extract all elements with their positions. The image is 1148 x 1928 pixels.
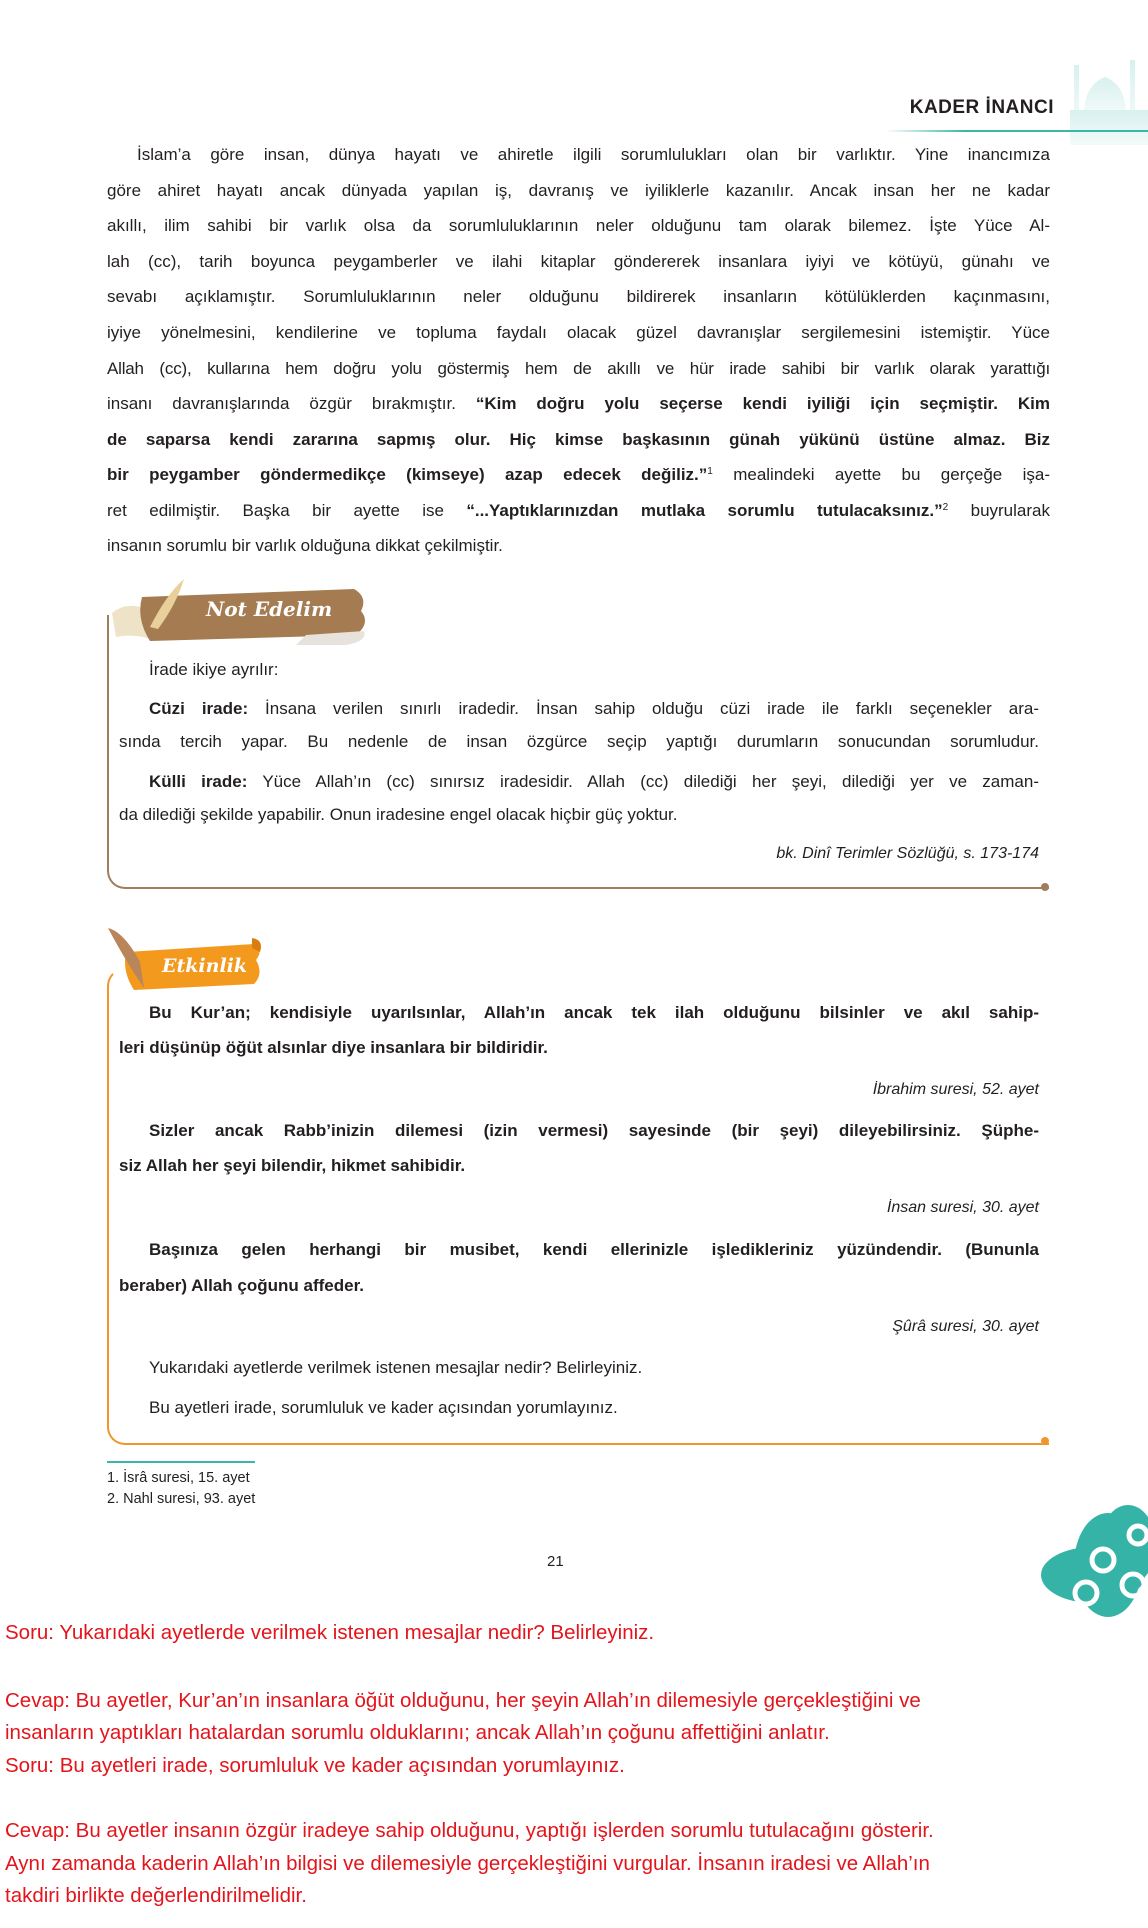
verse-quote: bir peygamber göndermedikçe (kimseye) azap edecek değiliz.” (107, 465, 708, 484)
text: siz Allah her şeyi bilendir, hikmet sahibidir. (119, 1156, 466, 1175)
verse-line (119, 1030, 1039, 1066)
verse-line (149, 1113, 1039, 1149)
text: ret edilmiştir. Başka bir ayette ise (107, 501, 467, 520)
footnote-2: 2. Nahl suresi, 93. ayet (107, 1491, 256, 1507)
footnote-ref[interactable]: 2 (942, 502, 949, 513)
text-line (107, 315, 1050, 351)
text: sında tercih yapar. Bu nedenle de insan özgürce seçip yaptığı durumların sonucundan sorumludur. (119, 732, 1039, 751)
note-intro (149, 652, 1039, 688)
answer-1-line: insanların yaptıkları hatalardan sorumlu olduklarını; ancak Allah’ın çoğunu affettiğini anlatır. (5, 1721, 830, 1744)
header-rule (885, 130, 1148, 132)
page-number: 21 (547, 1553, 564, 1570)
text: insanı davranışlarında özgür bırakmıştır. (107, 394, 476, 413)
text: Bu ayetleri irade, sorumluluk ve kader açısından yorumlayınız. (149, 1398, 618, 1417)
activity-label: Etkinlik (162, 955, 248, 977)
text-line (107, 244, 1050, 280)
text: lah (cc), tarih boyunca peygamberler ve ilahi kitaplar göndererek insanlara iyiyi ve kötüyü, günahı ve (107, 252, 1050, 271)
text: leri düşünüp öğüt alsınlar diye insanlara bir bildiridir. (119, 1038, 548, 1057)
text: Başınıza gelen herhangi bir musibet, kendi ellerinizle işledikleriniz yüzündendir. (Bununla (149, 1240, 1039, 1259)
verse-source: İnsan suresi, 30. ayet (886, 1199, 1039, 1216)
footnote-1: 1. İsrâ suresi, 15. ayet (107, 1470, 250, 1486)
text: Allah (cc), kullarına hem doğru yolu göstermiş hem de akıllı ve hür irade sahibi bir varlık olarak yarattığı (107, 359, 1050, 378)
term-kulli-irade: Külli irade: (149, 772, 248, 791)
text-line (107, 457, 1050, 493)
text: buyrularak (948, 501, 1050, 520)
text: iyiye yönelmesini, kendilerine ve topluma faydalı olacak güzel davranışlar sergilemesini istemiştir. Yüce (107, 323, 1050, 342)
text: Bu Kur’an; kendisiyle uyarılsınlar, Allah’ın ancak tek ilah olduğunu bilsinler ve akıl sahip- (149, 1003, 1039, 1022)
note-box-end-dot (1041, 883, 1049, 891)
text-line (119, 724, 1039, 760)
question-1: Soru: Yukarıdaki ayetlerde verilmek istenen mesajlar nedir? Belirleyiniz. (5, 1621, 655, 1644)
activity-question-1 (149, 1350, 1039, 1386)
verse-source: Şûrâ suresi, 30. ayet (892, 1318, 1039, 1335)
text: Yukarıdaki ayetlerde verilmek istenen mesajlar nedir? Belirleyiniz. (149, 1358, 643, 1377)
text: Yüce Allah’ın (cc) sınırsız iradesidir. Allah (cc) dilediği her şeyi, dilediği yer ve zaman- (247, 772, 1039, 791)
text-line (107, 279, 1050, 315)
verse-line (119, 1268, 1039, 1304)
verse-line (149, 995, 1039, 1031)
activity-box-end-dot (1041, 1437, 1049, 1445)
verse-quote: “...Yaptıklarınızdan mutlaka sorumlu tutulacaksınız.” (466, 501, 943, 520)
answer-2-line: Cevap: Bu ayetler insanın özgür iradeye sahip olduğunu, yaptığı işlerden sorumlu tutulacağını gösterir. (5, 1819, 934, 1842)
text-line (107, 493, 1050, 529)
text-line (149, 691, 1039, 727)
chapter-title: KADER İNANCI (909, 97, 1054, 118)
note-label: Not Edelim (206, 597, 333, 621)
text: göre ahiret hayatı ancak dünyada yapılan iş, davranış ve iyiliklerle kazanılır. Ancak insan her ne kadar (107, 181, 1050, 200)
flower-decoration-icon (1038, 1505, 1148, 1623)
text: sevabı açıklamıştır. Sorumluluklarının neler olduğunu bildirerek insanların kötülüklerden kaçınmasını, (107, 287, 1050, 306)
verse-source: İbrahim suresi, 52. ayet (872, 1081, 1039, 1098)
text-line (107, 386, 1050, 422)
footnote-ref[interactable]: 1 (707, 466, 713, 477)
term-cuzi-irade: Cüzi irade: (149, 699, 249, 718)
text: akıllı, ilim sahibi bir varlık olsa da sorumluluklarının neler olduğunu tam olarak bilemez. İşte Yüce Al- (107, 216, 1050, 235)
text-line (119, 797, 1039, 833)
text: beraber) Allah çoğunu affeder. (119, 1276, 364, 1295)
verse-line (149, 1232, 1039, 1268)
text: İnsana verilen sınırlı iradedir. İnsan sahip olduğu cüzi irade ile farklı seçenekler ara- (248, 699, 1040, 718)
text: İrade ikiye ayrılır: (149, 660, 279, 679)
text: İslam’a göre insan, dünya hayatı ve ahiretle ilgili sorumlulukları olan bir varlıktır. Yine inancımıza (137, 145, 1050, 164)
question-2: Soru: Bu ayetleri irade, sorumluluk ve kader açısından yorumlayınız. (5, 1754, 625, 1777)
answer-2-line: takdiri birlikte değerlendirilmelidir. (5, 1884, 307, 1907)
text-line (149, 764, 1039, 800)
text: da dilediği şekilde yapabilir. Onun iradesine engel olacak hiçbir güç yoktur. (119, 805, 678, 824)
text-line (107, 208, 1050, 244)
activity-question-2 (149, 1390, 1039, 1426)
text-line (107, 351, 1050, 387)
verse-line (119, 1148, 1039, 1184)
text: insanın sorumlu bir varlık olduğuna dikkat çekilmiştir. (107, 536, 503, 555)
verse-quote: “Kim doğru yolu seçerse kendi iyiliği için seçmiştir. Kim (475, 394, 1050, 413)
note-source: bk. Dinî Terimler Sözlüğü, s. 173-174 (776, 845, 1039, 862)
text-line (107, 528, 1050, 564)
answer-1-line: Cevap: Bu ayetler, Kur’an’ın insanlara öğüt olduğunu, her şeyin Allah’ın dilemesiyle gerçekleştiğini ve (5, 1689, 921, 1712)
text-line (107, 422, 1050, 458)
text-line (107, 173, 1050, 209)
text-line (137, 137, 1050, 173)
verse-quote: de saparsa kendi zararına sapmış olur. Hiç kimse başkasının günah yükünü üstüne almaz. Biz (107, 430, 1050, 449)
text: Sizler ancak Rabb’inizin dilemesi (izin vermesi) sayesinde (bir şeyi) dileyebilirsiniz. Şüphe- (149, 1121, 1039, 1140)
footnote-rule (107, 1461, 255, 1463)
text: mealindeki ayette bu gerçeğe işa- (712, 465, 1050, 484)
answer-2-line: Aynı zamanda kaderin Allah’ın bilgisi ve dilemesiyle gerçekleştiğini vurgular. İnsanın iradesi ve Allah’ın (5, 1852, 930, 1875)
